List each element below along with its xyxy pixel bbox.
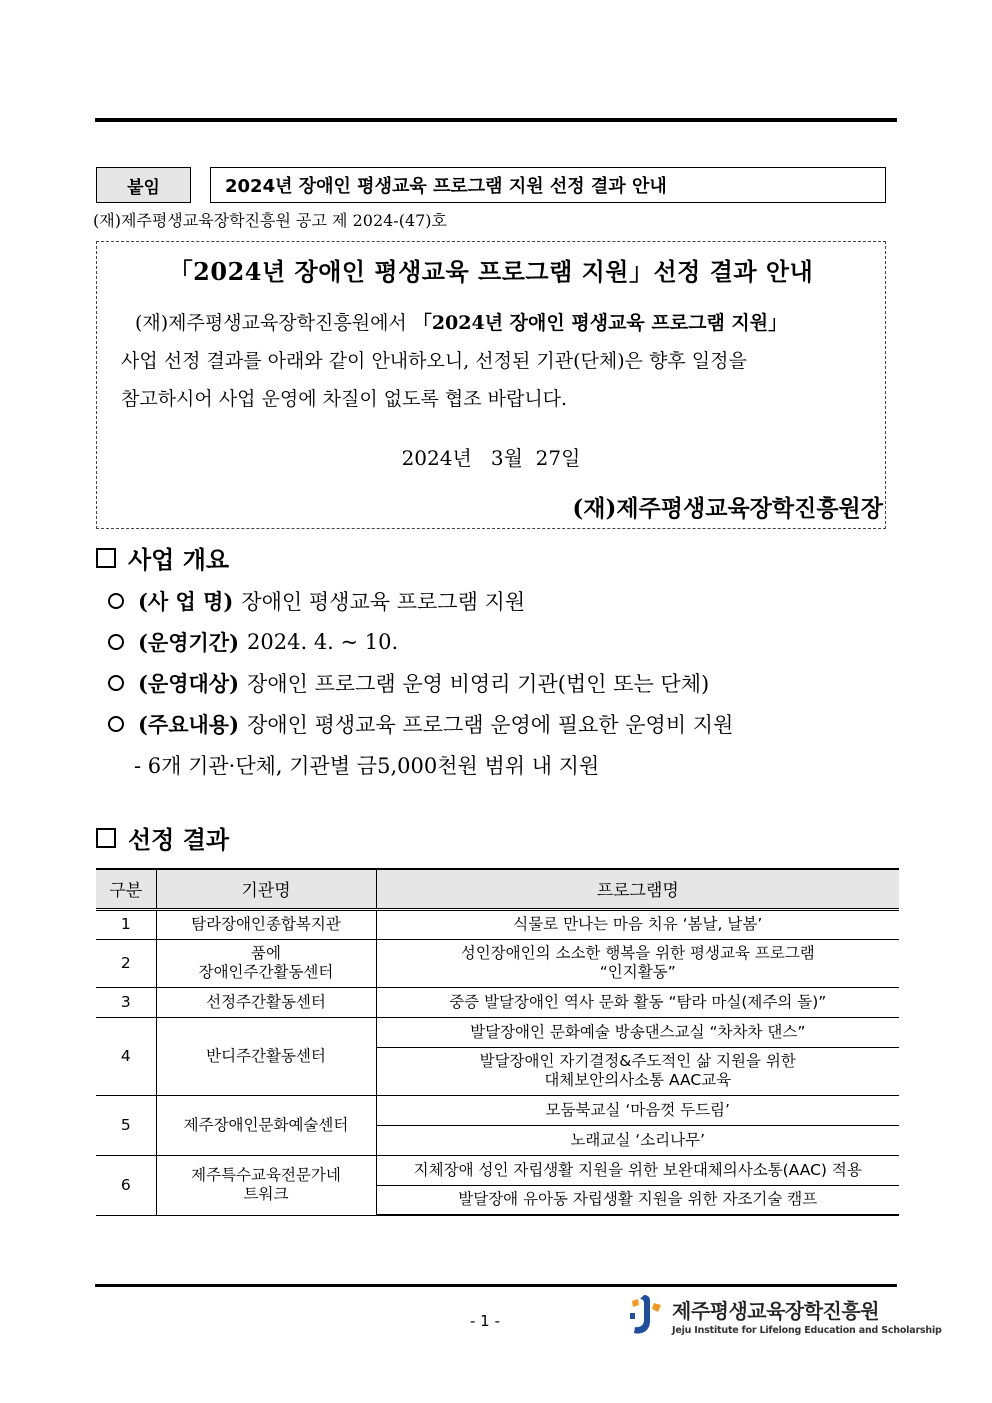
cell-program: 모둠북교실 ‘마음껏 두드림’ [376, 1095, 899, 1125]
top-rule [95, 118, 897, 122]
cell-program: 성인장애인의 소소한 행복을 위한 평생교육 프로그램 “인지활동” [376, 939, 899, 987]
table-row [96, 1017, 899, 1047]
attachment-tag: 붙임 [96, 167, 191, 203]
cell-organization: 선정주간활동센터 [156, 987, 376, 1017]
document-title: 2024년 장애인 평생교육 프로그램 지원 선정 결과 안내 [210, 167, 886, 203]
overview-item: (사 업 명) 장애인 평생교육 프로그램 지원 [108, 580, 908, 621]
cell-program: 노래교실 ‘소리나무’ [376, 1125, 899, 1155]
table-header-row [96, 869, 899, 909]
cell-organization: 제주장애인문화예술센터 [156, 1095, 376, 1155]
overview-list [108, 580, 908, 785]
cell-number: 4 [96, 1017, 156, 1095]
page-number: - 1 - [470, 1312, 500, 1330]
logo-korean-name: 제주평생교육장학진흥원 [672, 1298, 880, 1323]
bottom-rule [95, 1284, 897, 1287]
circle-bullet-icon [108, 675, 124, 691]
jeju-institute-logo-icon [626, 1293, 666, 1337]
square-bullet-icon [96, 548, 116, 568]
overview-item: (운영대상) 장애인 프로그램 운영 비영리 기관(법인 또는 단체) [108, 662, 908, 703]
cell-program: 발달장애 유아동 자립생활 지원을 위한 자조기술 캠프 [376, 1185, 899, 1215]
overview-item: (주요내용) 장애인 평생교육 프로그램 운영에 필요한 운영비 지원 [108, 703, 908, 744]
cell-number: 6 [96, 1155, 156, 1215]
cell-number: 1 [96, 909, 156, 939]
overview-sub-item: - 6개 기관·단체, 기관별 금5,000천원 범위 내 지원 [134, 753, 600, 778]
cell-program: 중증 발달장애인 역사 문화 활동 “탐라 마실(제주의 돌)” [376, 987, 899, 1017]
cell-organization: 제주특수교육전문가네 트워크 [156, 1155, 376, 1215]
table-row [96, 1155, 899, 1185]
circle-bullet-icon [108, 716, 124, 732]
cell-program: 발달장애인 문화예술 방송댄스교실 “차차차 댄스” [376, 1017, 899, 1047]
notice-signature: (재)제주평생교육장학진흥원장 [572, 495, 883, 522]
notice-body-prefix: (재)제주평생교육장학진흥원에서 [135, 312, 413, 334]
cell-program: 식물로 만나는 마음 치유 ‘봄날, 날봄’ [376, 909, 899, 939]
table-row [96, 939, 899, 987]
cell-number: 2 [96, 939, 156, 987]
notice-body [121, 304, 866, 418]
notice-body-program: 「2024년 장애인 평생교육 프로그램 지원」 [412, 312, 788, 334]
notice-title: 「2024년 장애인 평생교육 프로그램 지원」선정 결과 안내 [168, 257, 814, 286]
circle-bullet-icon [108, 634, 124, 650]
cell-program: 발달장애인 자기결정&주도적인 삶 지원을 위한 대체보안의사소통 AAC교육 [376, 1047, 899, 1095]
notice-date: 2024년 3월 27일 [401, 446, 581, 470]
institute-logo [626, 1293, 942, 1337]
column-header: 프로그램명 [376, 869, 899, 909]
overview-item: (운영기간) 2024. 4. ~ 10. [108, 621, 908, 662]
results-heading: 선정 결과 [96, 820, 229, 855]
cell-organization: 품에 장애인주간활동센터 [156, 939, 376, 987]
square-bullet-icon [96, 828, 116, 848]
cell-organization: 탐라장애인종합복지관 [156, 909, 376, 939]
cell-number: 5 [96, 1095, 156, 1155]
table-row [96, 1095, 899, 1125]
notice-box [96, 241, 886, 529]
table-row [96, 987, 899, 1017]
cell-number: 3 [96, 987, 156, 1017]
cell-program: 지체장애 성인 자립생활 지원을 위한 보완대체의사소통(AAC) 적용 [376, 1155, 899, 1185]
notice-body-line3: 참고하시어 사업 운영에 차질이 없도록 협조 바랍니다. [121, 388, 568, 410]
cell-organization: 반디주간활동센터 [156, 1017, 376, 1095]
notice-body-line2: 사업 선정 결과를 아래와 같이 안내하오니, 선정된 기관(단체)은 향후 일정을 [121, 350, 747, 372]
circle-bullet-icon [108, 593, 124, 609]
column-header: 구분 [96, 869, 156, 909]
notice-number: (재)제주평생교육장학진흥원 공고 제 2024-(47)호 [93, 211, 448, 230]
logo-english-name: Jeju Institute for Lifelong Education and Scholarship [672, 1324, 942, 1336]
overview-heading: 사업 개요 [96, 540, 229, 575]
table-row [96, 909, 899, 939]
column-header: 기관명 [156, 869, 376, 909]
results-table [96, 868, 899, 1216]
